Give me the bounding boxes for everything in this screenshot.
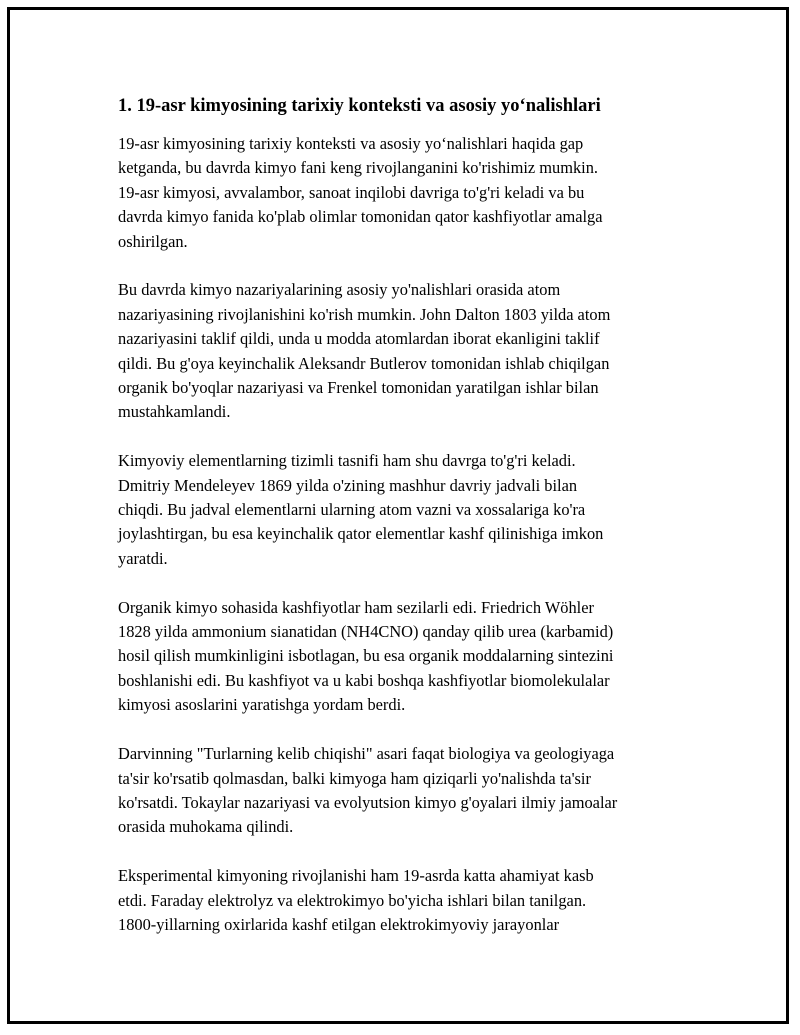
text-line: orasida muhokama qilindi. bbox=[118, 817, 294, 837]
text-line: 1800-yillarning oxirlarida kashf etilgan elektrokimyoviy jarayonlar bbox=[118, 914, 560, 934]
text-line: oshirilgan. bbox=[118, 231, 188, 251]
paragraph bbox=[118, 596, 678, 718]
text-line: ketganda, bu davrda kimyo fani keng rivojlanganini ko'rishimiz mumkin. bbox=[118, 158, 599, 178]
text-line: ko'rsatdi. Tokaylar nazariyasi va evolyutsion kimyo g'oyalari ilmiy jamoalar bbox=[118, 792, 618, 812]
text-line: 1828 yilda ammonium sianatidan (NH4CNO) qanday qilib urea (karbamid) bbox=[118, 622, 614, 642]
text-line: Organik kimyo sohasida kashfiyotlar ham sezilarli edi. Friedrich Wöhler bbox=[118, 597, 594, 617]
text-line: 19-asr kimyosi, avvalambor, sanoat inqilobi davriga to'g'ri keladi va bu bbox=[118, 182, 585, 202]
text-line: qildi. Bu g'oya keyinchalik Aleksandr Butlerov tomonidan ishlab chiqilgan bbox=[118, 353, 610, 373]
paragraph bbox=[118, 742, 678, 840]
paragraph bbox=[118, 449, 678, 571]
text-line: ta'sir ko'rsatib qolmasdan, balki kimyoga ham qiziqarli yo'nalishda ta'sir bbox=[118, 768, 591, 788]
section-heading: 1. 19-asr kimyosining tarixiy konteksti va asosiy yo‘nalishlari bbox=[118, 96, 601, 116]
text-line: yaratdi. bbox=[118, 548, 168, 568]
text-line: Eksperimental kimyoning rivojlanishi ham 19-asrda katta ahamiyat kasb bbox=[118, 866, 594, 886]
text-line: davrda kimyo fanida ko'plab olimlar tomonidan qator kashfiyotlar amalga bbox=[118, 207, 603, 227]
text-line: mustahkamlandi. bbox=[118, 402, 231, 422]
text-line: Darvinning "Turlarning kelib chiqishi" asari faqat biologiya va geologiyaga bbox=[118, 744, 615, 764]
text-line: kimyosi asoslarini yaratishga yordam berdi. bbox=[118, 695, 406, 715]
document-body bbox=[118, 94, 678, 962]
text-line: hosil qilish mumkinligini isbotlagan, bu esa organik moddalarning sintezini bbox=[118, 646, 614, 666]
text-line: joylashtirgan, bu esa keyinchalik qator elementlar kashf qilinishiga imkon bbox=[118, 524, 604, 544]
text-line: nazariyasini taklif qildi, unda u modda atomlardan iborat ekanligini taklif bbox=[118, 329, 600, 349]
text-line: nazariyasining rivojlanishini ko'rish mumkin. John Dalton 1803 yilda atom bbox=[118, 304, 611, 324]
paragraph bbox=[118, 132, 678, 254]
text-line: chiqdi. Bu jadval elementlarni ularning atom vazni va xossalariga ko'ra bbox=[118, 500, 586, 520]
text-line: 19-asr kimyosining tarixiy konteksti va asosiy yo‘nalishlari haqida gap bbox=[118, 134, 584, 153]
text-line: Bu davrda kimyo nazariyalarining asosiy yo'nalishlari orasida atom bbox=[118, 280, 561, 300]
text-line: Kimyoviy elementlarning tizimli tasnifi ham shu davrga to'g'ri keladi. bbox=[118, 451, 576, 471]
text-line: organik bo'yoqlar nazariyasi va Frenkel tomonidan yaratilgan ishlar bilan bbox=[118, 378, 599, 398]
text-line: boshlanishi edi. Bu kashfiyot va u kabi boshqa kashfiyotlar biomolekulalar bbox=[118, 670, 610, 690]
paragraph bbox=[118, 864, 678, 937]
paragraphs-container bbox=[118, 132, 678, 937]
text-line: Dmitriy Mendeleyev 1869 yilda o'zining mashhur davriy jadvali bilan bbox=[118, 475, 578, 495]
paragraph bbox=[118, 278, 678, 424]
text-line: etdi. Faraday elektrolyz va elektrokimyo bo'yicha ishlari bilan tanilgan. bbox=[118, 890, 587, 910]
